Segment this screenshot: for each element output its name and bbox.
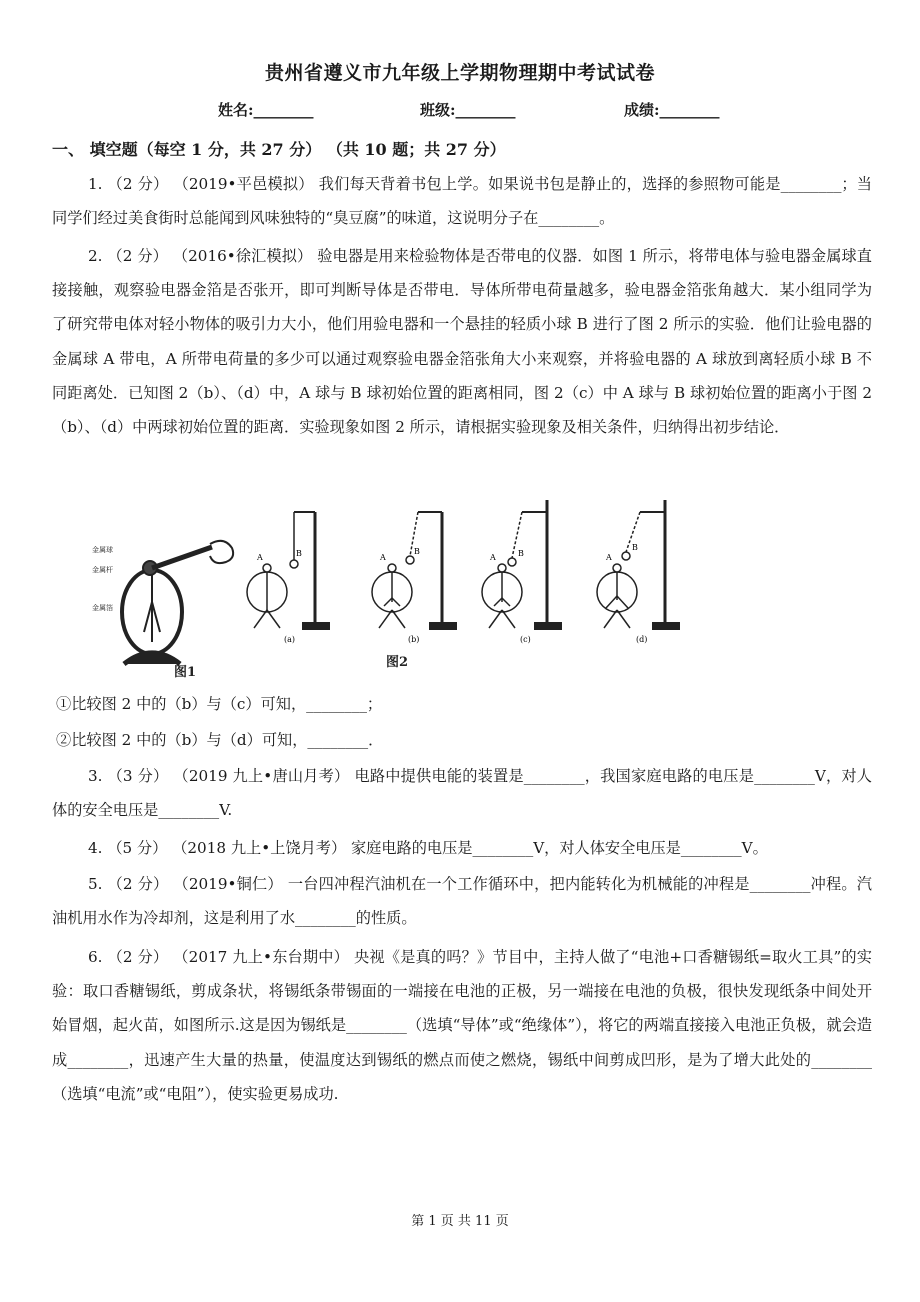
panel-c-label: (c) xyxy=(520,635,531,644)
question-6 xyxy=(52,940,872,1111)
question-2 xyxy=(52,239,872,444)
question-2-text: 2. （2 分） （2016•徐汇模拟） 验电器是用来检验物体是否带电的仪器．如图 1 所示，将带电体与验电器金属球直接接触，观察验电器金箔是否张开，即可判断导体是否带电．导体所带电荷量越多，验电器金箔张角越大．某小组同学为了研究带电体对轻小物体的吸引力大小，他们用验电器和一个悬挂的轻质小球 B 进行了图 2 所示的实验．他们让验电器的金属球 A 带电，A 所带电荷量的多少可以通过观察验电器金箔张角大小来观察，并将验电器的 A 球放到离轻质小球 B 不同距离处．已知图 2（b）、（d）中，A 球与 B 球初始位置的距离相同，图 2（c）中 A 球与 B 球初始位置的距离小于图 2（b）、（d）中两球初始位置的距离．实验现象如图 2 所示，请根据实验现象及相关条件，归纳得出初步结论． xyxy=(52,247,872,437)
section-heading: 一、 填空题（每空 1 分，共 27 分） （共 10 题；共 27 分） xyxy=(52,140,506,159)
panel-b xyxy=(372,512,457,670)
panel-c-ball-b: B xyxy=(518,549,524,558)
question-6-text: 6. （2 分） （2017 九上•东台期中） 央视《是真的吗？》节目中，主持人做了“电池+口香糖锡纸=取火工具”的实验：取口香糖锡纸，剪成条状，将锡纸条带锡面的一端接在电池的正极，另一端接在电池的负极，很快发现纸条中间处开始冒烟，起火苗，如图所示.这是因为锡纸是________（选填“导体”或“绝缘体”），将它的两端直接接入电池正负极，就会造成________，迅速产生大量的热量，使温度达到锡纸的燃点而使之燃烧，锡纸中间剪成凹形，是为了增大此处的________（选填“电流”或“电阻”），使实验更易成功. xyxy=(52,948,872,1103)
panel-b-ball-a: A xyxy=(380,553,386,562)
question-5-text: 5. （2 分） （2019•铜仁） 一台四冲程汽油机在一个工作循环中，把内能转化为机械能的冲程是________冲程。汽油机用水作为冷却剂，这是利用了水________的性质。 xyxy=(52,875,872,928)
fig1-label: 图1 xyxy=(174,665,197,680)
score-field: 成绩:________ xyxy=(624,101,720,119)
panel-a-ball-a: A xyxy=(257,553,263,562)
fig1-part-ball: 金属球 xyxy=(92,546,113,554)
panel-a-label: (a) xyxy=(284,635,296,644)
class-field: 班级:________ xyxy=(420,101,516,119)
question-5 xyxy=(52,867,872,935)
page-title: 贵州省遵义市九年级上学期物理期中考试试卷 xyxy=(264,62,655,84)
panel-d-ball-a: A xyxy=(606,553,612,562)
panel-c xyxy=(482,500,562,644)
question-3-text: 3. （3 分） （2019 九上•唐山月考） 电路中提供电能的装置是________，我国家庭电路的电压是________V，对人体的安全电压是________V. xyxy=(52,767,872,820)
panel-d-label: (d) xyxy=(636,635,648,644)
page-footer: 第 1 页 共 11 页 xyxy=(411,1214,509,1229)
question-2-sub-2: ②比较图 2 中的（b）与（d）可知，________． xyxy=(56,731,384,749)
fig1-part-rod: 金属杆 xyxy=(92,566,113,574)
question-4 xyxy=(52,831,872,865)
question-4-text: 4. （5 分） （2018 九上•上饶月考） 家庭电路的电压是________V，对人体安全电压是________V。 xyxy=(88,839,768,857)
panel-b-ball-b: B xyxy=(414,547,420,556)
electroscope-figure xyxy=(92,492,688,682)
fig1-part-foil: 金属箔 xyxy=(92,604,113,612)
name-field: 姓名:________ xyxy=(218,101,314,119)
panel-a xyxy=(247,512,330,644)
panel-b-label: (b) xyxy=(408,635,420,644)
electroscope-diagram xyxy=(92,492,688,682)
panel-a-ball-b: B xyxy=(296,549,302,558)
question-3 xyxy=(52,759,872,827)
fig2-label: 图2 xyxy=(386,655,409,670)
panel-d-ball-b: B xyxy=(632,543,638,552)
panel-d xyxy=(597,500,680,644)
question-1-text: 1. （2 分） （2019•平邑模拟） 我们每天背着书包上学。如果说书包是静止的，选择的参照物可能是________；当同学们经过美食街时总能闻到风味独特的“臭豆腐”的味道，这说明分子在________。 xyxy=(52,175,872,228)
question-1 xyxy=(52,167,872,235)
question-2-sub-1: ①比较图 2 中的（b）与（c）可知，________； xyxy=(56,695,383,713)
panel-c-ball-a: A xyxy=(490,553,496,562)
